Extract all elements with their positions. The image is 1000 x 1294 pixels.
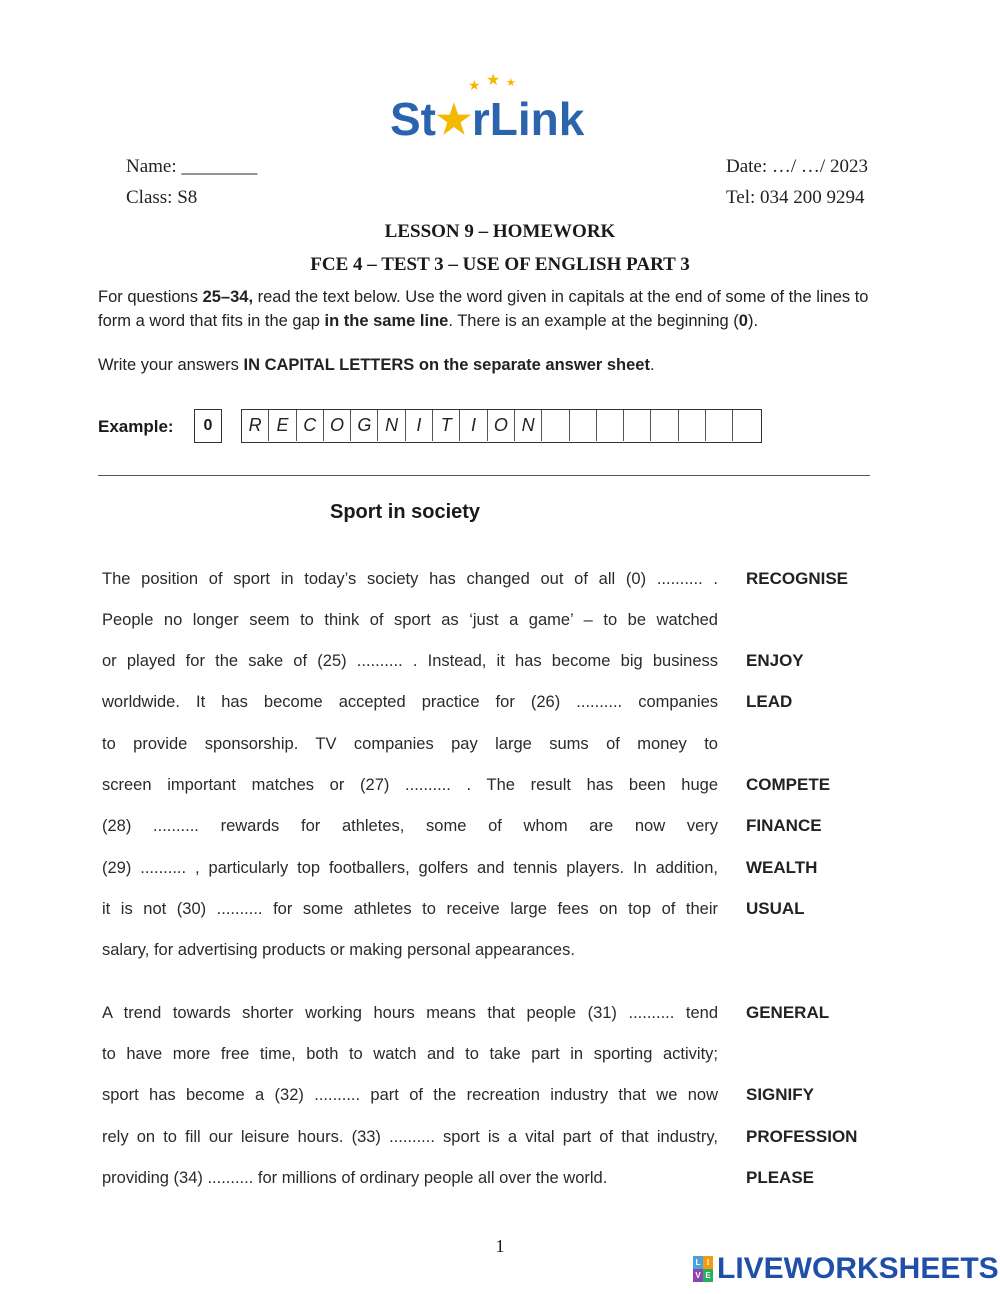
answer-instructions: Write your answers IN CAPITAL LETTERS on the separate answer sheet. [98,356,655,374]
example-letter-box [679,410,706,441]
example-letter-box [624,410,651,441]
example-letter-box [570,410,597,441]
keyword: WEALTH [746,858,818,877]
page-number: 1 [495,1236,505,1256]
logo-wordmark: St★rLink [390,93,585,145]
logo-star-icon: ★ [436,98,472,142]
liveworksheets-watermark [693,1253,999,1285]
text-line: rely on to fill our leisure hours. (33) .......... sport is a vital part of that industry, [102,1128,718,1146]
text-line: People no longer seem to think of sport as ‘just a game’ – to be watched [102,611,718,629]
keyword: PLEASE [746,1168,815,1187]
liveworksheets-text: LIVEWORKSHEETS [717,1252,999,1285]
test-title: FCE 4 – TEST 3 – USE OF ENGLISH PART 3 [310,254,690,275]
keyword: FINANCE [746,816,822,835]
example-letter-box: O [324,410,351,441]
example-letter-box [651,410,678,441]
keyword: GENERAL [746,1003,830,1022]
name-field: Name: ________ [126,156,258,177]
star-decoration-icon: ★ [486,72,501,89]
text-line: it is not (30) .......... for some athletes to receive large fees on top of their [102,900,718,918]
keyword: USUAL [746,899,805,918]
text-line: to provide sponsorship. TV companies pay large sums of money to [102,735,718,753]
text-line: salary, for advertising products or making personal appearances. [102,941,575,959]
keyword: PROFESSION [746,1127,858,1146]
text-line: (29) .......... , particularly top footballers, golfers and tennis players. In addition, [102,859,718,877]
example-letter-box: T [433,410,460,441]
example-letter-box: R [242,410,269,441]
example-letter-box: N [515,410,542,441]
text-line: providing (34) .......... for millions of ordinary people all over the world. [102,1169,608,1187]
text-line: A trend towards shorter working hours means that people (31) .......... tend [102,1004,718,1022]
date-field: Date: …/ …/ 2023 [726,156,868,177]
example-letter-box [706,410,733,441]
divider [98,475,870,476]
example-letter-box: G [351,410,378,441]
example-label: Example: [98,417,174,436]
keyword: LEAD [746,692,793,711]
example-letter-box: E [269,410,296,441]
text-line: screen important matches or (27) .......... . The result has been huge [102,776,718,794]
star-decoration-icon: ★ [506,77,516,89]
story-title: Sport in society [330,501,481,523]
text-line: sport has become a (32) .......... part of the recreation industry that we now [102,1086,718,1104]
text-line: worldwide. It has become accepted practice for (26) .......... companies [102,693,718,711]
example-letter-box: O [488,410,515,441]
example-number-box: 0 [194,409,222,443]
text-line: (28) .......... rewards for athletes, some of whom are now very [102,817,718,835]
instructions-paragraph: For questions 25–34, read the text below. Use the word given in capitals at the end of some of the lines to form a word that fits in the gap in the same line. There is an example at the beginning (0). [98,288,869,330]
text-line: or played for the sake of (25) .......... . Instead, it has become big business [102,652,718,670]
star-decoration-icon: ★ [468,79,481,94]
keyword: RECOGNISE [746,569,849,588]
keyword: SIGNIFY [746,1085,815,1104]
example-letter-box [597,410,624,441]
text-line: to have more free time, both to watch and to take part in sporting activity; [102,1045,718,1063]
class-field: Class: S8 [126,187,198,208]
keyword: COMPETE [746,775,831,794]
text-line: The position of sport in today’s society has changed out of all (0) .......... . [102,570,718,588]
example-letter-box [542,410,569,441]
example-letter-box: C [297,410,324,441]
tel-field: Tel: 034 200 9294 [726,187,865,208]
example-letter-box: N [378,410,405,441]
liveworksheets-badge-icon: L I V E [693,1256,713,1282]
example-letter-box: I [406,410,433,441]
example-letter-box: I [460,410,487,441]
example-letter-box [733,410,760,441]
lesson-title: LESSON 9 – HOMEWORK [384,221,616,242]
keyword: ENJOY [746,651,804,670]
starlink-logo [390,74,620,144]
example-answer-boxes [241,409,762,443]
